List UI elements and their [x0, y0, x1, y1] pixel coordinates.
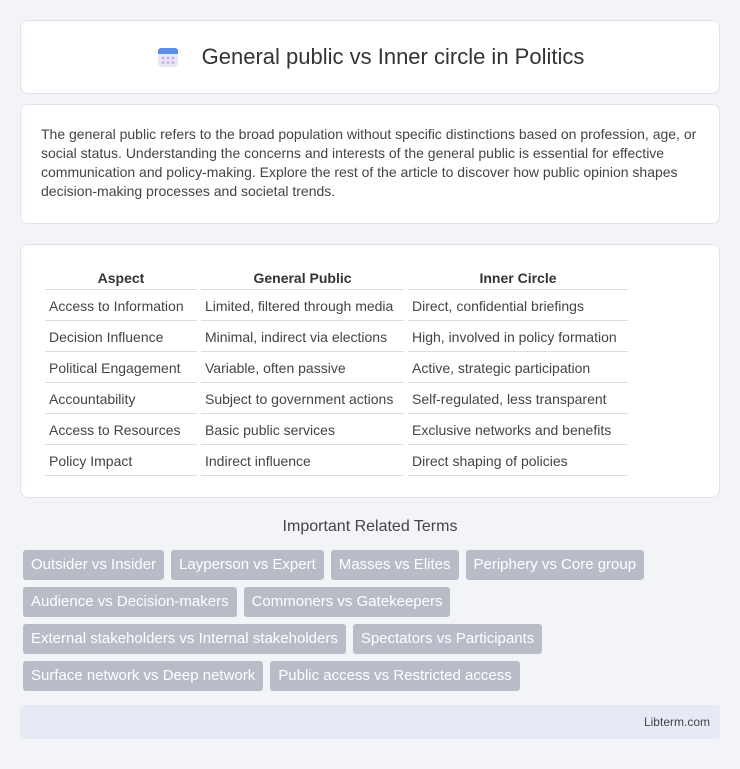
title-card: [20, 20, 720, 94]
related-term-tag[interactable]: Masses vs Elites: [331, 550, 459, 580]
table-cell: High, involved in policy formation: [408, 321, 628, 352]
table-cell: Access to Information: [45, 290, 197, 321]
footer-site-link[interactable]: Libterm.com: [643, 715, 710, 729]
table-cell: Accountability: [45, 383, 197, 414]
comparison-table: [41, 265, 632, 476]
table-row: [45, 445, 628, 476]
related-term-tag[interactable]: Public access vs Restricted access: [270, 661, 519, 691]
table-cell: Exclusive networks and benefits: [408, 414, 628, 445]
related-term-tag[interactable]: External stakeholders vs Internal stakeholders: [23, 624, 346, 654]
related-term-tag[interactable]: Surface network vs Deep network: [23, 661, 263, 691]
table-row: [45, 414, 628, 445]
related-term-tag[interactable]: Periphery vs Core group: [466, 550, 645, 580]
table-cell: Direct shaping of policies: [408, 445, 628, 476]
table-header-row: [45, 265, 628, 290]
table-cell: Minimal, indirect via elections: [201, 321, 404, 352]
column-header: Inner Circle: [408, 265, 628, 290]
table-cell: Active, strategic participation: [408, 352, 628, 383]
page-title: General public vs Inner circle in Politics: [201, 44, 585, 69]
table-cell: Access to Resources: [45, 414, 197, 445]
table-row: [45, 383, 628, 414]
table-cell: Direct, confidential briefings: [408, 290, 628, 321]
related-term-tag[interactable]: Audience vs Decision-makers: [23, 587, 237, 617]
intro-text: The general public refers to the broad population without specific distinctions based on profession, age, or social status. Understanding the concerns and interests of the general public is essential for effective communication and policy-making. Explore the rest of the article to discover how public opinion shapes decision-making processes and societal trends.: [41, 126, 697, 199]
related-term-tag[interactable]: Outsider vs Insider: [23, 550, 164, 580]
calendar-icon: [156, 45, 180, 69]
column-header: General Public: [201, 265, 404, 290]
related-terms-title: Important Related Terms: [282, 518, 458, 535]
table-cell: Indirect influence: [201, 445, 404, 476]
footer: [20, 705, 720, 739]
table-cell: Variable, often passive: [201, 352, 404, 383]
table-cell: Limited, filtered through media: [201, 290, 404, 321]
related-term-tag[interactable]: Commoners vs Gatekeepers: [244, 587, 451, 617]
table-row: [45, 290, 628, 321]
table-row: [45, 352, 628, 383]
column-header: Aspect: [45, 265, 197, 290]
related-term-tag[interactable]: Spectators vs Participants: [353, 624, 542, 654]
table-cell: Basic public services: [201, 414, 404, 445]
table-row: [45, 321, 628, 352]
related-term-tag[interactable]: Layperson vs Expert: [171, 550, 324, 580]
comparison-card: [20, 244, 720, 498]
table-cell: Policy Impact: [45, 445, 197, 476]
table-cell: Decision Influence: [45, 321, 197, 352]
related-terms-list: [23, 550, 723, 691]
intro-card: [20, 104, 720, 224]
table-cell: Political Engagement: [45, 352, 197, 383]
table-cell: Self-regulated, less transparent: [408, 383, 628, 414]
table-cell: Subject to government actions: [201, 383, 404, 414]
